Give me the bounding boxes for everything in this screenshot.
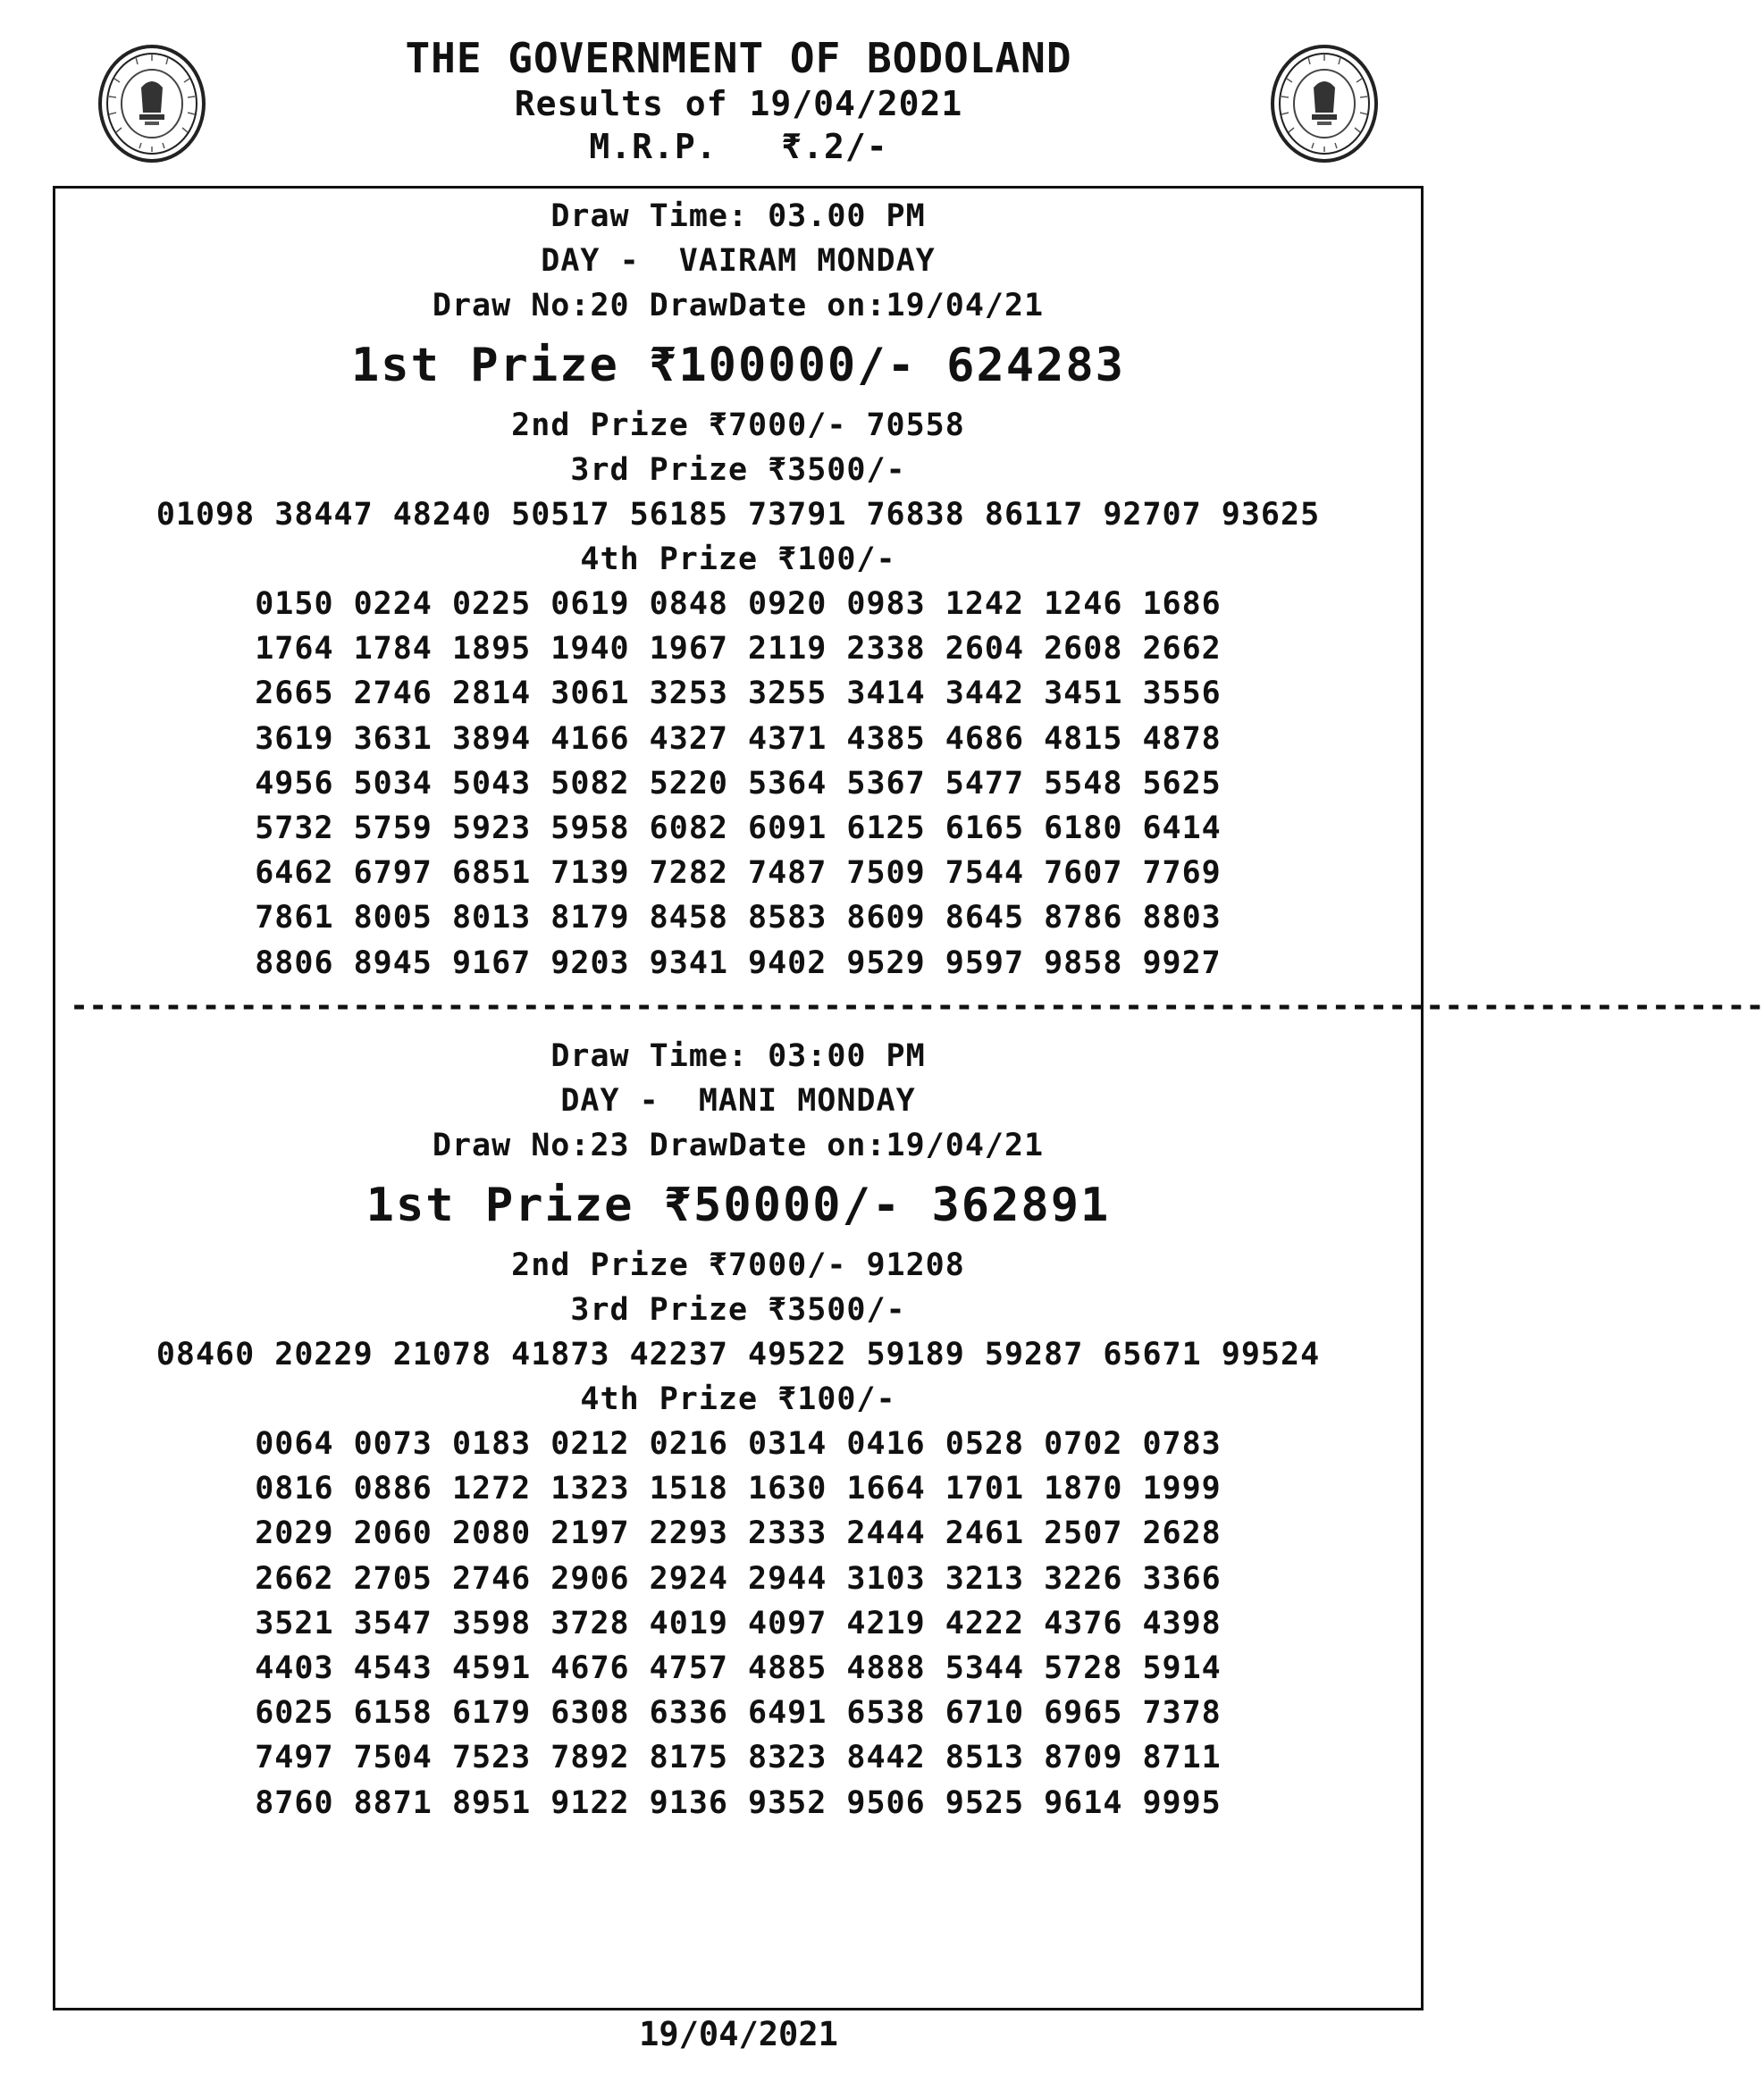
first-prize: 1st Prize ₹100000/- 624283	[351, 339, 1125, 392]
third-prize-label: 3rd Prize ₹3500/-	[570, 1292, 906, 1328]
ticket-number: 48240	[392, 497, 492, 533]
document-header	[0, 34, 1477, 168]
ticket-number: 49522	[748, 1337, 847, 1372]
results-box	[53, 186, 1764, 2010]
ticket-number: 08460	[155, 1337, 256, 1372]
number-row: 7861 8005 8013 8179 8458 8583 8609 8645 8786 8803	[255, 900, 1222, 936]
number-row: 0064 0073 0183 0212 0216 0314 0416 0528 0702 0783	[255, 1426, 1222, 1462]
draw-day: DAY - VAIRAM MONDAY	[541, 243, 936, 279]
number-row: 1764 1784 1895 1940 1967 2119 2338 2604 2608 2662	[255, 631, 1222, 667]
draw-section-mani	[55, 1034, 1421, 1826]
council-seal-right	[1269, 43, 1380, 164]
ticket-number: 59287	[984, 1337, 1084, 1372]
number-row: 8760 8871 8951 9122 9136 9352 9506 9525 9614 9995	[255, 1784, 1222, 1821]
section-separator: ------------------------------------------------------------------------------------------	[70, 988, 1764, 1024]
ticket-number: 92707	[1103, 497, 1202, 533]
draw-time: Draw Time: 03:00 PM	[550, 1038, 926, 1074]
first-prize: 1st Prize ₹50000/- 362891	[365, 1179, 1111, 1232]
fourth-prize-grid	[55, 1422, 1421, 1826]
draw-day: DAY - MANI MONDAY	[560, 1083, 916, 1119]
ticket-number: 86117	[984, 497, 1084, 533]
ticket-number: 41873	[511, 1337, 610, 1372]
fourth-prize-grid	[55, 582, 1421, 986]
ticket-number: 76838	[866, 497, 965, 533]
third-prize-numbers	[55, 492, 1421, 537]
ticket-number: 21078	[392, 1337, 492, 1372]
ticket-number: 93625	[1221, 497, 1321, 533]
number-row: 5732 5759 5923 5958 6082 6091 6125 6165 6180 6414	[255, 810, 1222, 847]
mrp-line: M.R.P. ₹.2/-	[589, 127, 888, 166]
number-row: 2029 2060 2080 2197 2293 2333 2444 2461 2507 2628	[255, 1515, 1222, 1552]
number-row: 3619 3631 3894 4166 4327 4371 4385 4686 4815 4878	[255, 720, 1222, 757]
footer-date: 19/04/2021	[639, 2015, 838, 2053]
council-seal-left	[97, 43, 207, 164]
document-title: THE GOVERNMENT OF BODOLAND	[405, 34, 1072, 82]
ticket-number: 65671	[1103, 1337, 1202, 1372]
ticket-number: 20229	[274, 1337, 374, 1372]
ticket-number: 01098	[155, 497, 256, 533]
third-prize-label: 3rd Prize ₹3500/-	[570, 452, 906, 488]
number-row: 2665 2746 2814 3061 3253 3255 3414 3442 3451 3556	[255, 676, 1222, 712]
ticket-number: 59189	[866, 1337, 965, 1372]
draw-section-vairam	[55, 194, 1421, 986]
draw-number-date: Draw No:23 DrawDate on:19/04/21	[432, 1128, 1045, 1163]
ticket-number: 99524	[1221, 1337, 1321, 1372]
number-row: 0150 0224 0225 0619 0848 0920 0983 1242 1246 1686	[255, 586, 1222, 622]
fourth-prize-label: 4th Prize ₹100/-	[580, 1381, 896, 1417]
ticket-number: 56185	[629, 497, 728, 533]
second-prize: 2nd Prize ₹7000/- 70558	[511, 407, 965, 443]
number-row: 3521 3547 3598 3728 4019 4097 4219 4222 4376 4398	[255, 1605, 1222, 1641]
number-row: 7497 7504 7523 7892 8175 8323 8442 8513 8709 8711	[255, 1740, 1222, 1776]
number-row: 6462 6797 6851 7139 7282 7487 7509 7544 7607 7769	[255, 855, 1222, 892]
ticket-number: 38447	[274, 497, 374, 533]
second-prize: 2nd Prize ₹7000/- 91208	[511, 1247, 965, 1283]
draw-time: Draw Time: 03.00 PM	[550, 198, 926, 234]
draw-number-date: Draw No:20 DrawDate on:19/04/21	[432, 288, 1045, 323]
ticket-number: 50517	[511, 497, 610, 533]
number-row: 4403 4543 4591 4676 4757 4885 4888 5344 5728 5914	[255, 1650, 1222, 1687]
third-prize-numbers	[55, 1332, 1421, 1377]
number-row: 6025 6158 6179 6308 6336 6491 6538 6710 6965 7378	[255, 1695, 1222, 1732]
number-row: 4956 5034 5043 5082 5220 5364 5367 5477 5548 5625	[255, 765, 1222, 802]
results-date-line: Results of 19/04/2021	[514, 84, 963, 123]
number-row: 0816 0886 1272 1323 1518 1630 1664 1701 1870 1999	[255, 1471, 1222, 1507]
ticket-number: 73791	[748, 497, 847, 533]
ticket-number: 42237	[629, 1337, 728, 1372]
number-row: 2662 2705 2746 2906 2924 2944 3103 3213 3226 3366	[255, 1560, 1222, 1597]
number-row: 8806 8945 9167 9203 9341 9402 9529 9597 9858 9927	[255, 944, 1222, 981]
fourth-prize-label: 4th Prize ₹100/-	[580, 541, 896, 577]
